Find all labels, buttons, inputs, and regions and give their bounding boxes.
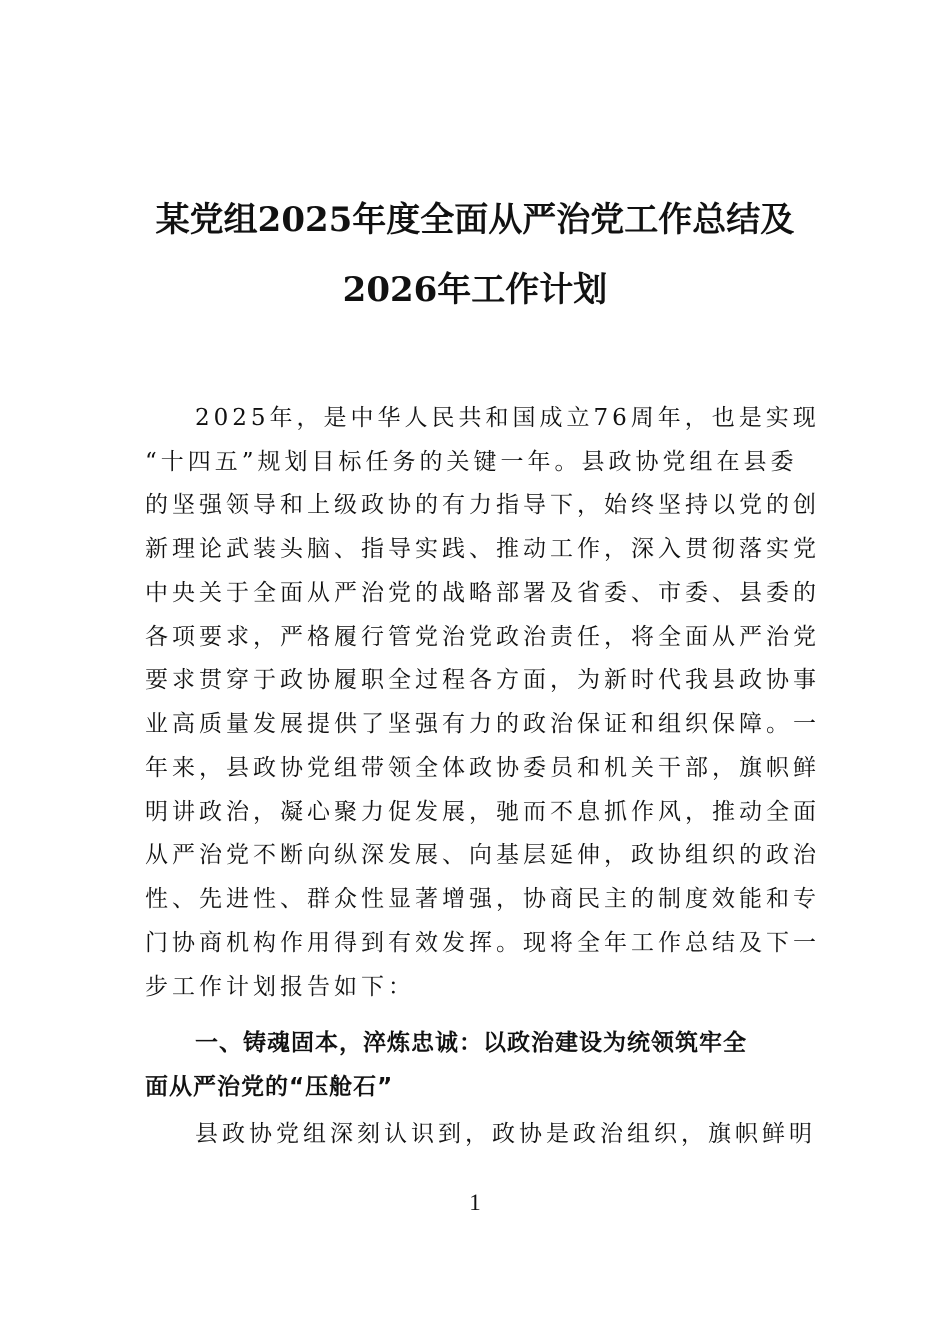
- intro-paragraph-line: 步工作计划报告如下：: [145, 974, 415, 1000]
- intro-paragraph-line: 新理论武装头脑、指导实践、推动工作，深入贯彻落实党: [145, 536, 820, 562]
- intro-paragraph-line: 2025年，是中华人民共和国成立76周年，也是实现: [195, 405, 820, 431]
- intro-paragraph-line: 要求贯穿于政协履职全过程各方面，为新时代我县政协事: [145, 667, 820, 693]
- page-number: 1: [469, 1190, 481, 1215]
- intro-paragraph-line: 从严治党不断向纵深发展、向基层延伸，政协组织的政治: [145, 842, 820, 868]
- intro-paragraph-line: 性、先进性、群众性显著增强，协商民主的制度效能和专: [145, 886, 820, 912]
- document-title-line-2: 2026年工作计划: [342, 270, 608, 310]
- document-title-line-1: 某党组2025年度全面从严治党工作总结及: [155, 200, 795, 240]
- intro-paragraph-line: 各项要求，严格履行管党治党政治责任，将全面从严治党: [145, 624, 820, 650]
- intro-paragraph-line: 门协商机构作用得到有效发挥。现将全年工作总结及下一: [145, 930, 820, 956]
- section-1-heading-line-2: 面从严治党的“压舱石”: [145, 1074, 394, 1100]
- intro-paragraph-line: 明讲政治，凝心聚力促发展，驰而不息抓作风，推动全面: [145, 799, 820, 825]
- intro-paragraph-line: 的坚强领导和上级政协的有力指导下，始终坚持以党的创: [145, 492, 820, 518]
- section-1-paragraph-line: 县政协党组深刻认识到，政协是政治组织，旗帜鲜明: [195, 1121, 816, 1147]
- section-1-heading-line-1: 一、铸魂固本，淬炼忠诚：以政治建设为统领筑牢全: [195, 1030, 747, 1056]
- intro-paragraph-line: 中央关于全面从严治党的战略部署及省委、市委、县委的: [145, 580, 820, 606]
- intro-paragraph-line: 年来，县政协党组带领全体政协委员和机关干部，旗帜鲜: [145, 755, 820, 781]
- intro-paragraph-line: “十四五”规划目标任务的关键一年。县政协党组在县委: [145, 449, 798, 475]
- intro-paragraph-line: 业高质量发展提供了坚强有力的政治保证和组织保障。一: [145, 711, 820, 737]
